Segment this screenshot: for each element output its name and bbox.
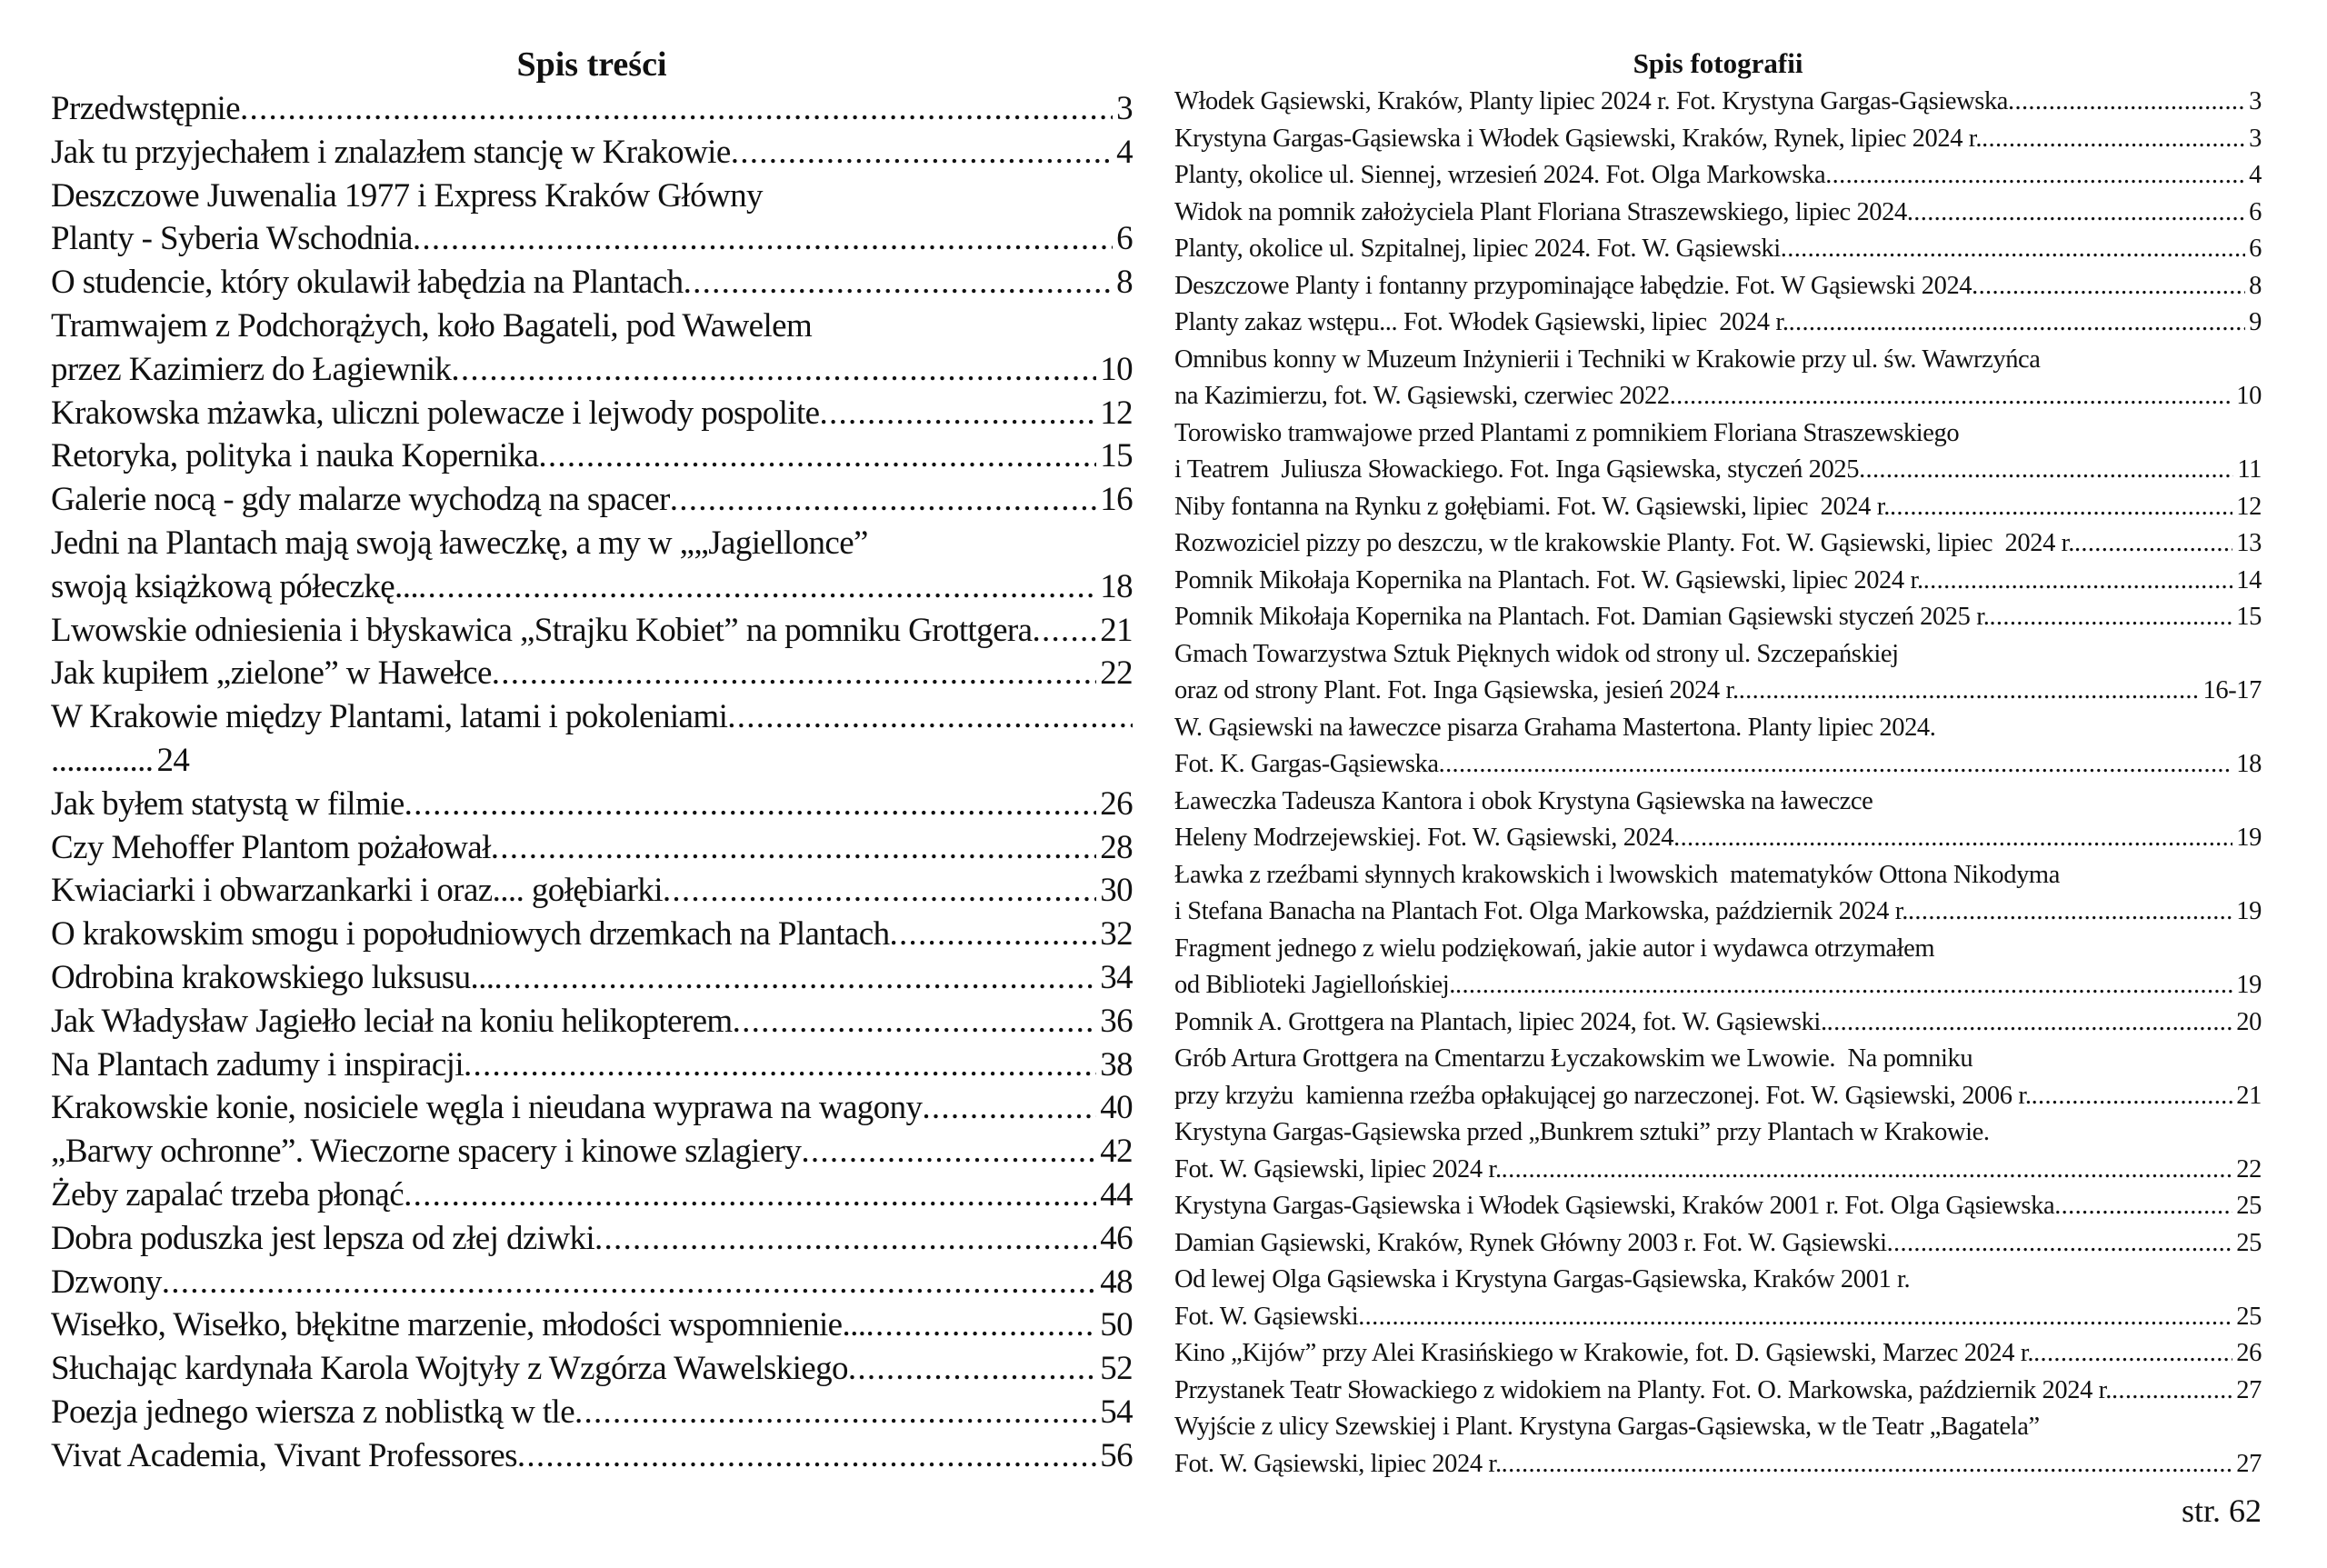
photo-entry — [1174, 673, 2262, 710]
dot-leader — [819, 392, 1096, 435]
photo-index-title: Spis fotografii — [1633, 47, 1803, 79]
photo-entry — [1174, 931, 2262, 968]
toc-entry — [51, 913, 1133, 956]
toc-entry — [51, 175, 1133, 218]
photo-entry — [1174, 710, 2262, 747]
toc-entry-text: Żeby zapalać trzeba płonąć — [51, 1175, 404, 1213]
dot-leader — [418, 565, 1096, 609]
toc-entry-page: 18 — [1100, 567, 1133, 605]
toc-entry — [51, 1434, 1133, 1478]
dot-leader — [1032, 609, 1096, 653]
toc-entry-text: Galerie nocą - gdy malarze wychodzą na spacer — [51, 481, 670, 519]
photo-entry — [1174, 820, 2262, 857]
toc-entry — [51, 739, 1133, 783]
photo-entry — [1174, 967, 2262, 1004]
photo-entry — [1174, 563, 2262, 600]
dot-leader — [594, 1217, 1096, 1261]
toc-entry — [51, 609, 1133, 653]
toc-entry-page: 21 — [1100, 611, 1133, 649]
photo-entry-text: Włodek Gąsiewski, Kraków, Planty lipiec 2024 r. Fot. Krystyna Gargas-Gąsiewska — [1174, 87, 2009, 115]
photo-entry-page: 8 — [2249, 271, 2262, 300]
toc-entry — [51, 348, 1133, 392]
toc-entry-text: Tramwajem z Podchorążych, koło Bagateli, pod Wawelem — [51, 306, 813, 345]
dot-leader — [1989, 599, 2232, 636]
toc-entry-text: Poezja jednego wiersza z noblistką w tle — [51, 1393, 575, 1431]
photo-entry-page: 20 — [2236, 1007, 2262, 1036]
photo-entry — [1174, 452, 2262, 489]
photo-entry-text: Deszczowe Planty i fontanny przypominające łabędzie. Fot. W Gąsiewski 2024 — [1174, 271, 1972, 300]
toc-entry-text: przez Kazimierz do Łagiewnik — [51, 350, 452, 388]
photo-entry — [1174, 378, 2262, 415]
toc-entry-page: 46 — [1100, 1219, 1133, 1257]
dot-leader — [1358, 1299, 2232, 1336]
photo-entry-text: Planty zakaz wstępu... Fot. Włodek Gąsiewski, lipiec 2024 r. — [1174, 308, 1789, 336]
toc-entry-page: 44 — [1100, 1175, 1133, 1213]
toc-entry — [51, 1000, 1133, 1044]
toc-entry-text: O krakowskim smogu i popołudniowych drzemkach na Plantach — [51, 915, 890, 954]
toc-entry-page: 12 — [1100, 394, 1133, 432]
photo-entry — [1174, 195, 2262, 232]
photo-entry-text: Grób Artura Grottgera na Cmentarzu Łyczakowskim we Lwowie. Na pomniku — [1174, 1044, 1973, 1073]
photo-entry-text: na Kazimierzu, fot. W. Gąsiewski, czerwiec 2022 — [1174, 382, 1670, 410]
photo-entry — [1174, 1299, 2262, 1336]
photo-entry — [1174, 1004, 2262, 1042]
toc-entry-page: 38 — [1100, 1045, 1133, 1084]
toc-entry-text: Deszczowe Juwenalia 1977 i Express Kraków Główny — [51, 176, 763, 215]
dot-leader — [1455, 967, 2232, 1004]
toc-entry — [51, 1303, 1133, 1347]
photo-entry-page: 26 — [2236, 1339, 2262, 1367]
photo-entry-page: 22 — [2236, 1154, 2262, 1183]
photo-entry — [1174, 525, 2262, 563]
photo-entry-text: Fot. W. Gąsiewski — [1174, 1302, 1359, 1331]
toc-entry-text: Czy Mehoffer Plantom pożałował — [51, 828, 491, 866]
dot-leader — [2112, 1373, 2232, 1410]
dot-leader — [1825, 157, 2245, 195]
photo-entry-text: Krystyna Gargas-Gąsiewska i Włodek Gąsiewski, Kraków 2001 r. Fot. Olga Gąsiewska — [1174, 1192, 2055, 1220]
toc-entry-text: „Barwy ochronne”. Wieczorne spacery i kinowe szlagiery — [51, 1133, 802, 1171]
dot-leader — [240, 87, 1113, 131]
photo-entry — [1174, 1114, 2262, 1152]
photo-entry-text: Ławka z rzeźbami słynnych krakowskich i lwowskich matematyków Ottona Nikodyma — [1174, 860, 2060, 889]
toc-entry-page: 40 — [1100, 1089, 1133, 1127]
dot-leader — [1827, 1004, 2233, 1042]
photo-entry-text: Omnibus konny w Muzeum Inżynierii i Techniki w Krakowie przy ul. św. Wawrzyńca — [1174, 345, 2041, 374]
photo-entry — [1174, 894, 2262, 931]
toc-entry-text: ............. — [51, 741, 154, 779]
dot-leader — [727, 695, 1133, 739]
dot-leader — [413, 217, 1113, 261]
photo-entry-page: 27 — [2236, 1375, 2262, 1404]
photo-entry-page: 6 — [2249, 197, 2262, 226]
dot-leader — [538, 434, 1096, 478]
toc-entry-text: Retoryka, polityka i nauka Kopernika — [51, 437, 539, 475]
dot-leader — [1908, 894, 2232, 931]
photo-entry — [1174, 415, 2262, 453]
toc-entry — [51, 1261, 1133, 1304]
dot-leader — [922, 1086, 1096, 1130]
toc-entry — [51, 695, 1133, 739]
photo-entry — [1174, 1335, 2262, 1373]
photo-entry-text: Widok na pomnik założyciela Plant Floriana Straszewskiego, lipiec 2024 — [1174, 197, 1907, 226]
photo-entry — [1174, 342, 2262, 379]
photo-entry-page: 18 — [2236, 750, 2262, 778]
photo-entry-page: 10 — [2236, 382, 2262, 410]
photo-entry-text: Krystyna Gargas-Gąsiewska przed „Bunkrem sztuki” przy Plantach w Krakowie. — [1174, 1118, 1990, 1146]
photo-entry-page: 21 — [2236, 1081, 2262, 1110]
toc-entry-page: 10 — [1100, 350, 1133, 388]
dot-leader — [574, 1391, 1096, 1434]
toc-entry — [51, 305, 1133, 348]
dot-leader — [2074, 525, 2232, 563]
toc-entry-page: 50 — [1100, 1306, 1133, 1344]
dot-leader — [1789, 305, 2246, 342]
photo-entry-text: Rozwoziciel pizzy po deszczu, w tle krakowskie Planty. Fot. W. Gąsiewski, lipiec 2024 r. — [1174, 529, 2074, 557]
photo-entry — [1174, 599, 2262, 636]
toc-entry — [51, 1391, 1133, 1434]
toc-entry-text: Jak tu przyjechałem i znalazłem stancję w Krakowie — [51, 133, 731, 171]
photo-entry-page: 14 — [2236, 565, 2262, 594]
dot-leader — [404, 783, 1097, 826]
photo-entry — [1174, 1152, 2262, 1189]
dot-leader — [494, 956, 1096, 1000]
photo-entry — [1174, 157, 2262, 195]
dot-leader — [2008, 84, 2245, 121]
toc-entry-page: 26 — [1100, 784, 1133, 823]
toc-entry — [51, 565, 1133, 609]
photo-entry — [1174, 1225, 2262, 1263]
photo-entry — [1174, 489, 2262, 526]
toc-entry-text: Krakowskie konie, nosiciele węgla i nieudana wyprawa na wagony — [51, 1089, 923, 1127]
toc-entry-page: 16 — [1100, 481, 1133, 519]
photo-entry-text: Pomnik A. Grottgera na Plantach, lipiec 2024, fot. W. Gąsiewski. — [1174, 1007, 1827, 1036]
photo-entry-page: 3 — [2249, 87, 2262, 115]
photo-entry-text: oraz od strony Plant. Fot. Inga Gąsiewska, jesień 2024 r. — [1174, 676, 1739, 704]
toc-entry-page: 54 — [1100, 1393, 1133, 1431]
toc-entry-page: 32 — [1100, 915, 1133, 954]
photo-entry-text: Kino „Kijów” przy Alei Krasińskiego w Krakowie, fot. D. Gąsiewski, Marzec 2024 r. — [1174, 1339, 2034, 1367]
dot-leader — [731, 131, 1113, 175]
photo-entry-text: Planty, okolice ul. Szpitalnej, lipiec 2024. Fot. W. Gąsiewski — [1174, 235, 1781, 263]
photo-entry-text: Gmach Towarzystwa Sztuk Pięknych widok od strony ul. Szczepańskiej — [1174, 639, 1899, 668]
dot-leader — [492, 652, 1096, 695]
photo-entry-text: Ławeczka Tadeusza Kantora i obok Krystyna Gąsiewska na ławeczce — [1174, 786, 1873, 815]
photo-entry — [1174, 1262, 2262, 1299]
photo-entry-text: Damian Gąsiewski, Kraków, Rynek Główny 2003 r. Fot. W. Gąsiewski — [1174, 1228, 1887, 1257]
dot-leader — [733, 1000, 1097, 1044]
toc-entry — [51, 826, 1133, 870]
photo-entry-page: 19 — [2236, 824, 2262, 852]
toc-entry-page: 15 — [1100, 437, 1133, 475]
dot-leader — [162, 1261, 1096, 1304]
dot-leader — [1982, 121, 2245, 158]
dot-leader — [1739, 673, 2200, 710]
photo-entry-page: 4 — [2249, 161, 2262, 189]
toc-title: Spis treści — [516, 45, 667, 84]
dot-leader — [663, 869, 1096, 913]
dot-leader — [801, 1130, 1096, 1174]
toc-entry — [51, 652, 1133, 695]
dot-leader — [670, 478, 1096, 522]
photo-entry — [1174, 1041, 2262, 1078]
toc-entry-text: Przedwstępnie — [51, 90, 240, 127]
toc-entry — [51, 217, 1133, 261]
page-number: str. 62 — [2181, 1493, 2262, 1529]
dot-leader — [1887, 1225, 2233, 1263]
photo-entry-page: 6 — [2249, 235, 2262, 263]
toc-entry-text: Słuchając kardynała Karola Wojtyły z Wzgórza Wawelskiego — [51, 1350, 848, 1388]
toc-entry-text: Vivat Academia, Vivant Professores — [51, 1436, 517, 1474]
toc-entry-page: 28 — [1100, 828, 1133, 866]
toc-entry-text: Planty - Syberia Wschodnia — [51, 220, 413, 258]
photo-entry-text: przy krzyżu kamienna rzeźba opłakującej go narzeczonej. Fot. W. Gąsiewski, 2006 r. — [1174, 1081, 2032, 1110]
photo-entries — [1174, 84, 2262, 1483]
toc-entry-text: Na Plantach zadumy i inspiracji — [51, 1045, 464, 1084]
photo-entry — [1174, 121, 2262, 158]
toc-entry-text: W Krakowie między Plantami, latami i pokoleniami — [51, 698, 728, 736]
toc-entry — [51, 783, 1133, 826]
photo-entry-page: 27 — [2236, 1449, 2262, 1478]
toc-entry — [51, 478, 1133, 522]
dot-leader — [2033, 1335, 2232, 1373]
toc-entry-text: Odrobina krakowskiego luksusu... — [51, 958, 494, 996]
photo-entry-text: Fot. W. Gąsiewski, lipiec 2024 r. — [1174, 1154, 1502, 1183]
toc-entry-page: 6 — [1116, 220, 1133, 258]
photo-entry-text: od Biblioteki Jagiellońskiej. — [1174, 971, 1455, 999]
photo-entry-page: 3 — [2249, 124, 2262, 153]
photo-entry — [1174, 268, 2262, 305]
toc-entry-text: Lwowskie odniesienia i błyskawica „Strajku Kobiet” na pomniku Grottgera — [51, 611, 1033, 649]
dot-leader — [848, 1347, 1096, 1391]
photo-entry-page: 16-17 — [2202, 676, 2262, 704]
toc-entry-page: 22 — [1100, 654, 1133, 693]
toc-entry-text: Kwiaciarki i obwarzankarki i oraz.... gołębiarki — [51, 872, 663, 910]
photo-entry-page: 15 — [2236, 603, 2262, 631]
toc-entry — [51, 261, 1133, 305]
toc-entry-text: Jak Władysław Jagiełło leciał na koniu helikopterem — [51, 1002, 733, 1040]
toc-entry — [51, 522, 1133, 565]
toc-entry-page: 3 — [1116, 90, 1133, 127]
toc-entry — [51, 869, 1133, 913]
toc-entry — [51, 1347, 1133, 1391]
dot-leader — [1439, 746, 2233, 784]
dot-leader — [517, 1434, 1096, 1478]
photo-entry-text: i Stefana Banacha na Plantach Fot. Olga Markowska, październik 2024 r. — [1174, 897, 1908, 925]
photo-entry — [1174, 784, 2262, 821]
toc-entry-page: 30 — [1100, 872, 1133, 910]
photo-entry-text: Pomnik Mikołaja Kopernika na Plantach. Fot. Damian Gąsiewski styczeń 2025 r. — [1174, 603, 1990, 631]
toc-entry — [51, 87, 1133, 131]
toc-entry-text: Jedni na Plantach mają swoją ławeczkę, a my w „„Jagiellonce” — [51, 524, 868, 562]
photo-entry-text: Niby fontanna na Rynku z gołębiami. Fot. W. Gąsiewski, lipiec 2024 r. — [1174, 492, 1890, 521]
dot-leader — [684, 261, 1114, 305]
photo-entry — [1174, 857, 2262, 894]
photo-entry-text: Od lewej Olga Gąsiewska i Krystyna Gargas-Gąsiewska, Kraków 2001 r. — [1174, 1265, 1911, 1293]
dot-leader — [404, 1174, 1096, 1217]
dot-leader — [1502, 1152, 2233, 1189]
photo-entry-text: Torowisko tramwajowe przed Plantami z pomnikiem Floriana Straszewskiego — [1174, 418, 1960, 447]
photo-entry-text: Pomnik Mikołaja Kopernika na Plantach. Fot. W. Gąsiewski, lipiec 2024 r. — [1174, 565, 1923, 594]
dot-leader — [491, 826, 1096, 870]
photo-entry — [1174, 1409, 2262, 1446]
photo-entry-page: 13 — [2236, 529, 2262, 557]
dot-leader — [1972, 268, 2245, 305]
toc-entry-page: 52 — [1100, 1350, 1133, 1388]
dot-leader — [1781, 231, 2245, 268]
toc-entry-page: 56 — [1100, 1436, 1133, 1474]
dot-leader — [865, 1303, 1096, 1347]
photo-entry-text: Krystyna Gargas-Gąsiewska i Włodek Gąsiewski, Kraków, Rynek, lipiec 2024 r. — [1174, 124, 1982, 153]
toc-entry — [51, 1174, 1133, 1217]
dot-leader — [1923, 563, 2233, 600]
photo-entry — [1174, 305, 2262, 342]
toc-entry — [51, 131, 1133, 175]
dot-leader — [2054, 1188, 2232, 1225]
photo-entry-text: Fot. W. Gąsiewski, lipiec 2024 r. — [1174, 1449, 1502, 1478]
photo-entry — [1174, 1446, 2262, 1483]
dot-leader — [1673, 820, 2232, 857]
photo-entry-page: 11 — [2237, 455, 2262, 484]
dot-leader — [1907, 195, 2245, 232]
toc-entry-text: Krakowska mżawka, uliczni polewacze i lejwody pospolite — [51, 394, 820, 432]
photo-entry — [1174, 1078, 2262, 1115]
toc-entry — [51, 1044, 1133, 1087]
dot-leader — [1670, 378, 2233, 415]
toc-entry-page: 8 — [1116, 264, 1133, 302]
toc-entry — [51, 1217, 1133, 1261]
toc-entry — [51, 434, 1133, 478]
photo-entry-page: 9 — [2249, 308, 2262, 336]
toc-entry-text: swoją książkową półeczkę... — [51, 567, 419, 605]
toc-entry-page: 34 — [1100, 958, 1133, 996]
toc-entry-text: Jak byłem statystą w filmie — [51, 784, 404, 823]
photo-entry-text: Wyjście z ulicy Szewskiej i Plant. Krystyna Gargas-Gąsiewska, w tle Teatr „Bagatela” — [1174, 1413, 2040, 1441]
toc-entry — [51, 956, 1133, 1000]
photo-entry-text: Fragment jednego z wielu podziękowań, jakie autor i wydawca otrzymałem — [1174, 934, 1935, 963]
toc-entry-text: Wisełko, Wisełko, błękitne marzenie, młodości wspomnienie... — [51, 1306, 866, 1344]
photo-entry-text: Fot. K. Gargas-Gąsiewska — [1174, 750, 1439, 778]
toc-entry-page: 36 — [1100, 1002, 1133, 1040]
photo-entry-text: Przystanek Teatr Słowackiego z widokiem na Planty. Fot. O. Markowska, październik 2024 r. — [1174, 1375, 2112, 1404]
photo-entry-page: 19 — [2236, 897, 2262, 925]
toc-entry-page: 24 — [156, 741, 190, 779]
toc-entry-text: O studencie, który okulawił łabędzia na Plantach — [51, 264, 684, 302]
toc-entry — [51, 1086, 1133, 1130]
photo-entry — [1174, 746, 2262, 784]
toc-entries — [51, 87, 1133, 1478]
photo-entry-page: 19 — [2236, 971, 2262, 999]
photo-entry-page: 25 — [2236, 1228, 2262, 1257]
dot-leader — [1890, 489, 2232, 526]
photo-entry-page: 25 — [2236, 1192, 2262, 1220]
toc-entry — [51, 392, 1133, 435]
dot-leader — [1502, 1446, 2233, 1483]
toc-entry-text: Dzwony — [51, 1263, 162, 1301]
toc-entry — [51, 1130, 1133, 1174]
dot-leader — [889, 913, 1096, 956]
photo-entry — [1174, 1373, 2262, 1410]
photo-entry-text: i Teatrem Juliusza Słowackiego. Fot. Inga Gąsiewska, styczeń 2025 — [1174, 455, 1860, 484]
dot-leader — [464, 1044, 1096, 1087]
dot-leader — [1859, 452, 2233, 489]
photo-entry — [1174, 84, 2262, 121]
photo-entry-page: 12 — [2236, 492, 2262, 521]
photo-entry — [1174, 636, 2262, 674]
photo-entry-page: 25 — [2236, 1302, 2262, 1331]
dot-leader — [451, 348, 1096, 392]
toc-entry-page: 48 — [1100, 1263, 1133, 1301]
photo-entry-text: Heleny Modrzejewskiej. Fot. W. Gąsiewski, 2024 — [1174, 824, 1674, 852]
photo-entry-text: Planty, okolice ul. Siennej, wrzesień 2024. Fot. Olga Markowska — [1174, 161, 1826, 189]
toc-entry-page: 42 — [1100, 1133, 1133, 1171]
photo-entry-text: W. Gąsiewski na ławeczce pisarza Grahama Mastertona. Planty lipiec 2024. — [1174, 713, 1936, 742]
dot-leader — [2032, 1078, 2233, 1115]
toc-entry-text: Jak kupiłem „zielone” w Hawełce — [51, 654, 492, 693]
toc-entry-page: 4 — [1116, 133, 1133, 171]
photo-entry — [1174, 1188, 2262, 1225]
toc-entry-text: Dobra poduszka jest lepsza od złej dziwki — [51, 1219, 595, 1257]
photo-entry — [1174, 231, 2262, 268]
